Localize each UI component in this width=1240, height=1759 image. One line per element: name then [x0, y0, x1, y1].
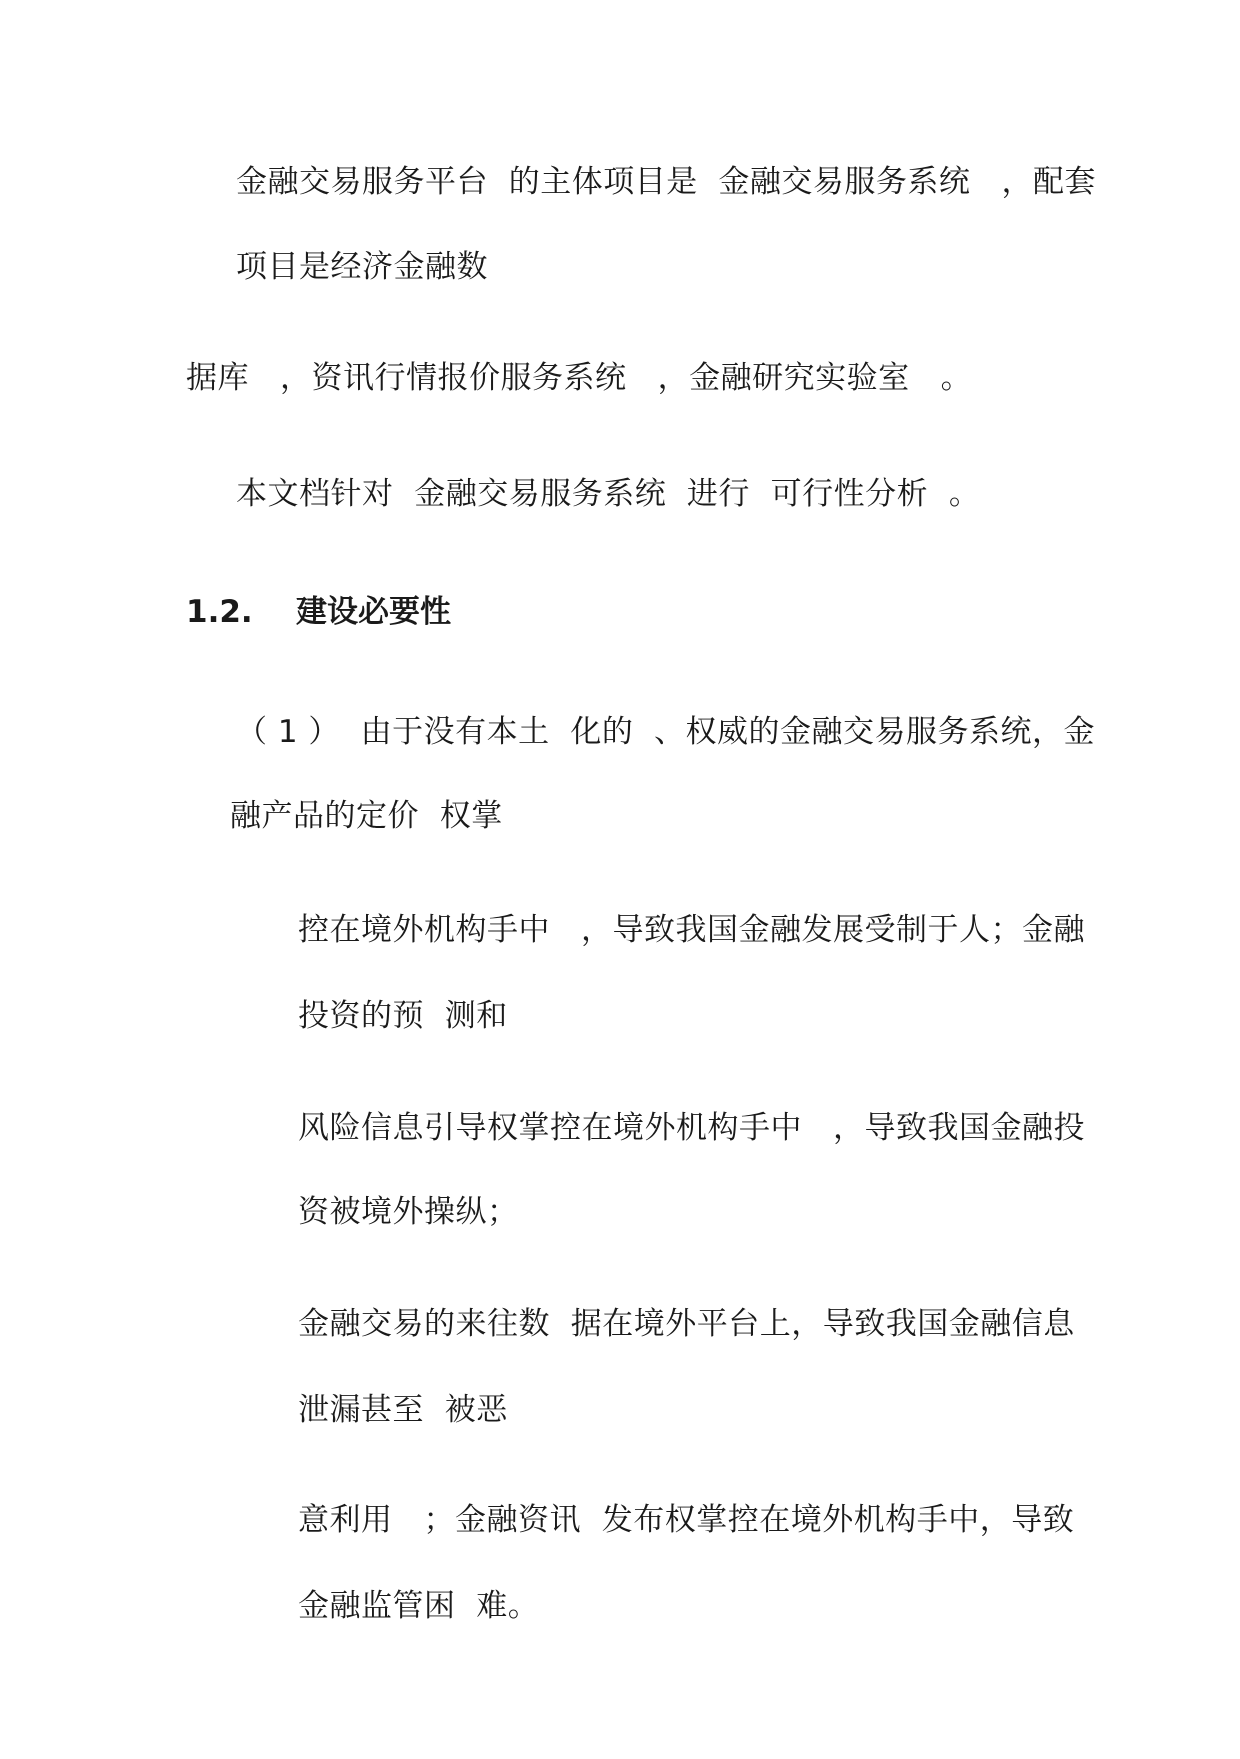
- body-line-1: 控在境外机构手中 ，导致我国金融发展受制于人；金融: [298, 912, 1086, 948]
- body-line-2: 投资的预 测和: [298, 998, 508, 1034]
- section-number: 1.2.: [186, 594, 253, 630]
- item1-line-1: （ 1 ） 由于没有本土 化的 、权威的金融交易服务系统，金: [236, 714, 1096, 750]
- body-line-5: 金融交易的来往数 据在境外平台上，导致我国金融信息: [298, 1306, 1075, 1342]
- item1-line-2: 融产品的定价 权掌: [230, 798, 503, 834]
- intro-line-2: 项目是经济金融数: [236, 249, 488, 285]
- intro-line-3: 据库 ，资讯行情报价服务系统 ，金融研究实验室 。: [186, 360, 973, 396]
- body-line-3: 风险信息引导权掌控在境外机构手中 ，导致我国金融投: [298, 1110, 1086, 1146]
- body-line-7: 意利用 ；金融资讯 发布权掌控在境外机构手中，导致: [298, 1502, 1075, 1538]
- body-line-4: 资被境外操纵；: [298, 1194, 519, 1230]
- body-line-8: 金融监管困 难。: [298, 1588, 540, 1624]
- section-title: 建设必要性: [296, 594, 451, 630]
- body-line-6: 泄漏甚至 被恶: [298, 1392, 508, 1428]
- intro-line-1: 金融交易服务平台 的主体项目是 金融交易服务系统 ，配套: [236, 164, 1096, 200]
- intro-line-4: 本文档针对 金融交易服务系统 进行 可行性分析 。: [236, 476, 981, 512]
